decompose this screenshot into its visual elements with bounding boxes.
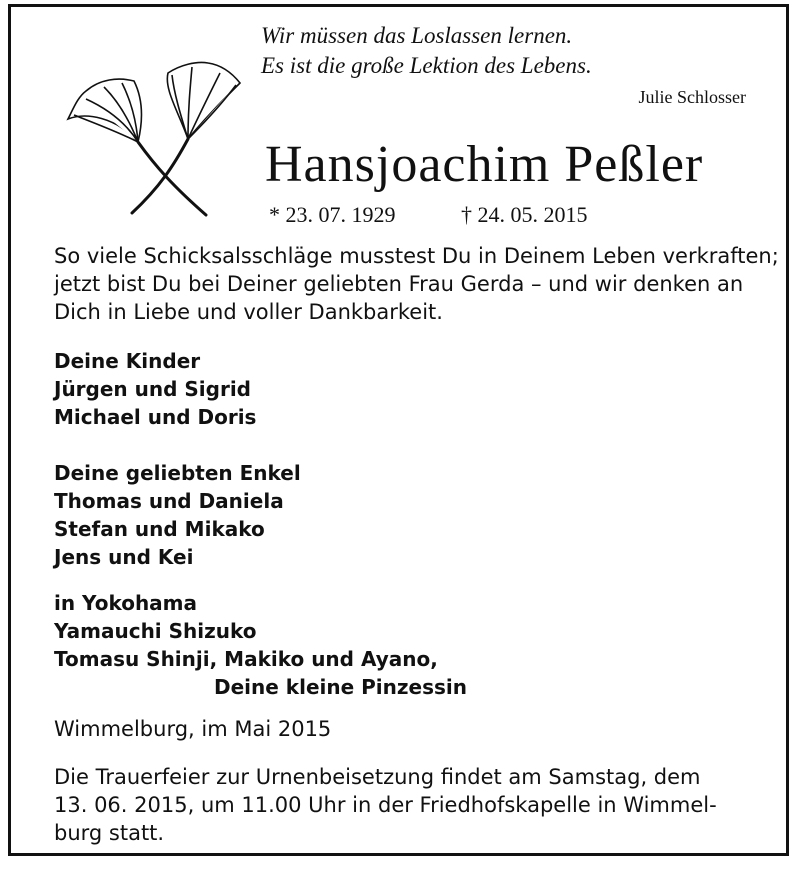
life-dates bbox=[269, 202, 588, 228]
intro-line: Dich in Liebe und voller Dankbarkeit. bbox=[54, 300, 443, 324]
funeral-line: 13. 06. 2015, um 11.00 Uhr in der Friedhofskapelle in Wimmel- bbox=[54, 793, 717, 817]
deceased-name: Hansjoachim Peßler bbox=[265, 136, 704, 193]
signature-line: Thomas und Daniela bbox=[54, 489, 284, 513]
yokohama-signatures bbox=[54, 589, 467, 701]
signature-line: Tomasu Shinji, Makiko und Ayano, bbox=[54, 647, 438, 671]
obituary-frame bbox=[8, 4, 789, 856]
signature-line: Jens und Kei bbox=[54, 545, 194, 569]
ginkgo-leaves-illustration bbox=[56, 47, 266, 222]
funeral-line: Die Trauerfeier zur Urnenbeisetzung findet am Samstag, dem bbox=[54, 765, 701, 789]
death-date: † 24. 05. 2015 bbox=[461, 202, 588, 227]
motto-author: Julie Schlosser bbox=[638, 87, 746, 107]
motto-line-2: Es ist die große Lektion des Lebens. bbox=[261, 53, 592, 78]
signature-line: Yamauchi Shizuko bbox=[54, 619, 257, 643]
motto-line-1: Wir müssen das Loslassen lernen. bbox=[261, 23, 573, 48]
group-heading: Deine geliebten Enkel bbox=[54, 461, 301, 485]
intro-line: So viele Schicksalsschläge musstest Du in Deinem Leben verkraften; bbox=[54, 244, 779, 268]
signature-line: Michael und Doris bbox=[54, 405, 257, 429]
funeral-notice bbox=[54, 763, 774, 847]
group-heading: Deine Kinder bbox=[54, 349, 201, 373]
place-date: Wimmelburg, im Mai 2015 bbox=[54, 717, 332, 741]
signature-line: Deine kleine Pinzessin bbox=[214, 675, 467, 699]
motto-quote bbox=[261, 21, 592, 81]
funeral-line: burg statt. bbox=[54, 821, 165, 845]
children-signatures bbox=[54, 347, 256, 431]
intro-line: jetzt bist Du bei Deiner geliebten Frau Gerda – und wir denken an bbox=[54, 272, 744, 296]
birth-date: * 23. 07. 1929 bbox=[269, 202, 396, 227]
signature-line: Jürgen und Sigrid bbox=[54, 377, 251, 401]
grandchildren-signatures bbox=[54, 459, 301, 571]
intro-text bbox=[54, 242, 794, 326]
signature-line: Stefan und Mikako bbox=[54, 517, 265, 541]
group-heading: in Yokohama bbox=[54, 591, 198, 615]
